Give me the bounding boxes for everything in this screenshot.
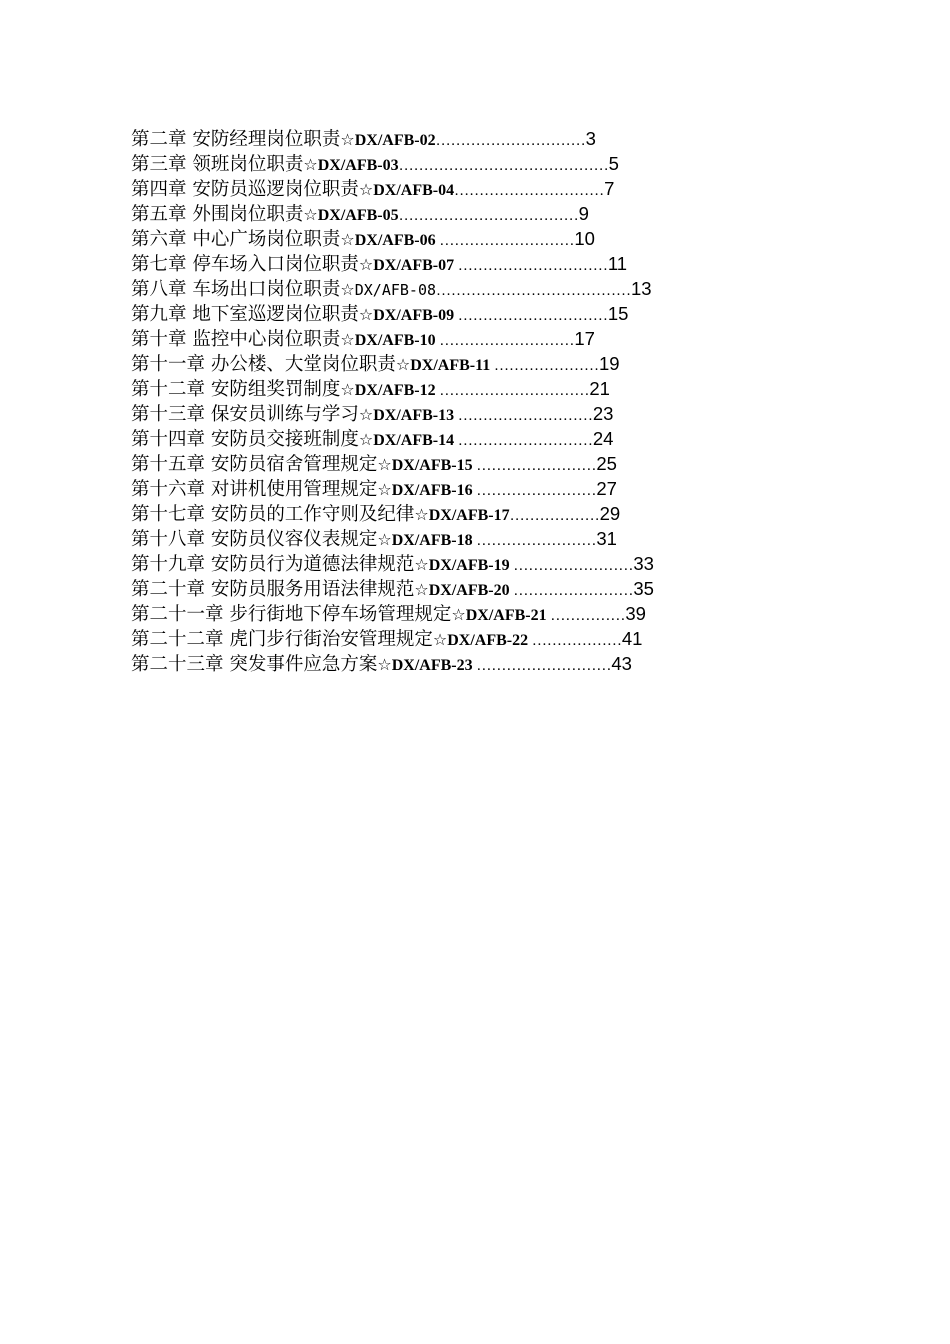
- toc-entry-leader: ………………: [528, 633, 622, 649]
- toc-entry-title: 第二十三章 突发事件应急方案: [131, 654, 378, 675]
- toc-entry-code: DX/AFB-21: [465, 607, 547, 624]
- star-icon: ☆: [303, 205, 318, 224]
- star-icon: ☆: [451, 605, 466, 624]
- toc-entry-title: 第二章 安防经理岗位职责: [131, 129, 341, 150]
- toc-entry-code: DX/AFB-09: [373, 307, 455, 324]
- toc-entry-leader: ……………………: [509, 583, 634, 599]
- toc-entry-page: 43: [611, 653, 632, 674]
- toc-entry[interactable]: [131, 202, 831, 227]
- toc-entry-title: 第五章 外围岗位职责: [131, 204, 304, 225]
- toc-entry[interactable]: [131, 427, 831, 452]
- toc-entry-title: 第八章 车场出口岗位职责: [131, 279, 341, 300]
- toc-entry-title: 第十五章 安防员宿舍管理规定: [131, 454, 378, 475]
- star-icon: ☆: [358, 405, 374, 424]
- toc-entry-code: DX/AFB-05: [317, 207, 399, 224]
- toc-entry[interactable]: [131, 527, 831, 552]
- star-icon: ☆: [377, 455, 392, 474]
- toc-entry-page: 19: [598, 353, 620, 374]
- toc-entry-title: 第九章 地下室巡逻岗位职责: [131, 304, 359, 325]
- toc-entry-leader: ……………………………………: [398, 158, 609, 174]
- toc-entry-page: 41: [621, 628, 643, 649]
- toc-entry-code: DX/AFB-20: [428, 582, 510, 599]
- toc-entry-code: DX/AFB-18: [391, 532, 473, 549]
- toc-entry-title: 第十四章 安防员交接班制度: [131, 429, 359, 450]
- toc-entry-page: 39: [625, 603, 646, 624]
- toc-entry[interactable]: [131, 477, 831, 502]
- star-icon: ☆: [414, 580, 429, 599]
- star-icon: ☆: [340, 230, 355, 249]
- toc-entry-title: 第十二章 安防组奖罚制度: [131, 379, 341, 400]
- toc-entry-code: DX/AFB-07: [373, 257, 455, 274]
- toc-entry-code: DX/AFB-11: [410, 357, 491, 374]
- toc-entry[interactable]: [131, 352, 831, 377]
- toc-entry-title: 第十七章 安防员的工作守则及纪律: [131, 504, 415, 525]
- star-icon: ☆: [358, 305, 374, 324]
- toc-entry[interactable]: [131, 227, 831, 252]
- star-icon: ☆: [358, 180, 374, 199]
- toc-entry-page: 23: [592, 403, 614, 424]
- toc-entry-page: 3: [585, 128, 596, 149]
- toc-entry[interactable]: [131, 277, 831, 302]
- toc-entry[interactable]: [131, 252, 831, 277]
- toc-entry-page: 10: [574, 228, 595, 249]
- toc-entry-code: DX/AFB-17: [428, 507, 510, 524]
- toc-entry-leader: …………………: [490, 358, 599, 374]
- toc-entry-code: DX/AFB-15: [391, 457, 473, 474]
- toc-entry-code: DX/AFB-13: [373, 407, 455, 424]
- toc-entry-title: 第七章 停车场入口岗位职责: [131, 254, 359, 275]
- star-icon: ☆: [358, 255, 374, 274]
- toc-entry-leader: …………………………: [435, 383, 590, 399]
- toc-entry-title: 第二十二章 虎门步行街治安管理规定: [131, 629, 433, 650]
- toc-entry-title: 第十三章 保安员训练与学习: [131, 404, 359, 425]
- toc-entry-code: DX/AFB-19: [428, 557, 510, 574]
- toc-entry-title: 第十六章 对讲机使用管理规定: [131, 479, 378, 500]
- toc-entry-leader: ……………………: [472, 533, 597, 549]
- toc-entry-page: 31: [596, 528, 617, 549]
- toc-entry-title: 第十九章 安防员行为道德法律规范: [131, 554, 415, 575]
- toc-entry-leader: …………………………: [435, 133, 586, 149]
- toc-entry-page: 15: [607, 303, 629, 324]
- toc-entry-code: DX/AFB-08: [354, 281, 437, 299]
- toc-entry-code: DX/AFB-04: [373, 182, 455, 199]
- toc-entry-page: 24: [592, 428, 614, 449]
- toc-entry[interactable]: [131, 152, 831, 177]
- toc-entry[interactable]: [131, 127, 831, 152]
- toc-entry-code: DX/AFB-16: [391, 482, 473, 499]
- toc-entry-page: 27: [596, 478, 617, 499]
- toc-entry-page: 11: [607, 253, 628, 274]
- toc-entry-page: 9: [578, 203, 589, 224]
- toc-entry-leader: ………………………: [454, 408, 593, 424]
- toc-entry-page: 25: [596, 453, 617, 474]
- toc-entry[interactable]: [131, 327, 831, 352]
- toc-entry-title: 第二十章 安防员服务用语法律规范: [131, 579, 415, 600]
- toc-entry-code: DX/AFB-22: [447, 632, 529, 649]
- toc-entry-leader: ………………………: [472, 658, 612, 674]
- toc-entry-page: 35: [633, 578, 654, 599]
- toc-entry-page: 13: [631, 278, 652, 299]
- toc-entry[interactable]: [131, 652, 831, 677]
- toc-entry-code: DX/AFB-10: [354, 332, 436, 349]
- star-icon: ☆: [377, 530, 392, 549]
- toc-entry[interactable]: [131, 577, 831, 602]
- star-icon: ☆: [340, 280, 355, 299]
- toc-entry-code: DX/AFB-03: [317, 157, 399, 174]
- toc-entry-title: 第四章 安防员巡逻岗位职责: [131, 179, 359, 200]
- star-icon: ☆: [395, 355, 411, 374]
- toc-entry-leader: …………………………: [454, 258, 608, 274]
- star-icon: ☆: [340, 130, 355, 149]
- toc-entry-leader: …………………………: [454, 183, 605, 199]
- toc-entry[interactable]: [131, 502, 831, 527]
- toc-entry-leader: …………………………: [454, 308, 608, 324]
- toc-entry-page: 33: [633, 553, 654, 574]
- toc-entry[interactable]: [131, 302, 831, 327]
- toc-entry-leader: …………………………………: [436, 283, 632, 299]
- toc-entry-code: DX/AFB-14: [373, 432, 455, 449]
- star-icon: ☆: [340, 380, 355, 399]
- toc-entry-leader: ………………………………: [398, 208, 579, 224]
- toc-entry[interactable]: [131, 552, 831, 577]
- toc-entry-leader: ……………………: [509, 558, 634, 574]
- toc-entry-leader: ……………………: [472, 458, 597, 474]
- toc-entry[interactable]: [131, 377, 831, 402]
- toc-entry-leader: ……………: [546, 608, 626, 624]
- star-icon: ☆: [358, 430, 374, 449]
- toc-entry-code: DX/AFB-06: [354, 232, 436, 249]
- star-icon: ☆: [377, 655, 392, 674]
- star-icon: ☆: [414, 555, 429, 574]
- table-of-contents: [131, 127, 831, 677]
- toc-entry-title: 第十八章 安防员仪容仪表规定: [131, 529, 378, 550]
- toc-entry[interactable]: [131, 402, 831, 427]
- star-icon: ☆: [414, 505, 429, 524]
- toc-entry[interactable]: [131, 602, 831, 627]
- toc-entry[interactable]: [131, 627, 831, 652]
- toc-entry-leader: ………………………: [435, 333, 575, 349]
- star-icon: ☆: [377, 480, 392, 499]
- toc-entry-code: DX/AFB-23: [391, 657, 473, 674]
- toc-entry-page: 7: [604, 178, 615, 199]
- toc-entry-title: 第二十一章 步行街地下停车场管理规定: [131, 604, 452, 625]
- toc-entry-page: 5: [608, 153, 619, 174]
- star-icon: ☆: [340, 330, 355, 349]
- toc-entry[interactable]: [131, 452, 831, 477]
- toc-entry-leader: ………………………: [454, 433, 593, 449]
- toc-entry-title: 第十章 监控中心岗位职责: [131, 329, 341, 350]
- toc-entry-page: 21: [589, 378, 610, 399]
- star-icon: ☆: [303, 155, 318, 174]
- toc-entry-leader: ………………: [509, 508, 600, 524]
- toc-entry-page: 29: [599, 503, 621, 524]
- toc-entry-leader: ……………………: [472, 483, 597, 499]
- toc-entry-leader: ………………………: [435, 233, 575, 249]
- toc-entry-title: 第三章 领班岗位职责: [131, 154, 304, 175]
- toc-entry-code: DX/AFB-12: [354, 382, 436, 399]
- toc-entry-title: 第六章 中心广场岗位职责: [131, 229, 341, 250]
- toc-entry-title: 第十一章 办公楼、大堂岗位职责: [131, 354, 396, 375]
- star-icon: ☆: [432, 630, 448, 649]
- toc-entry-page: 17: [574, 328, 595, 349]
- toc-entry[interactable]: [131, 177, 831, 202]
- toc-entry-code: DX/AFB-02: [354, 132, 436, 149]
